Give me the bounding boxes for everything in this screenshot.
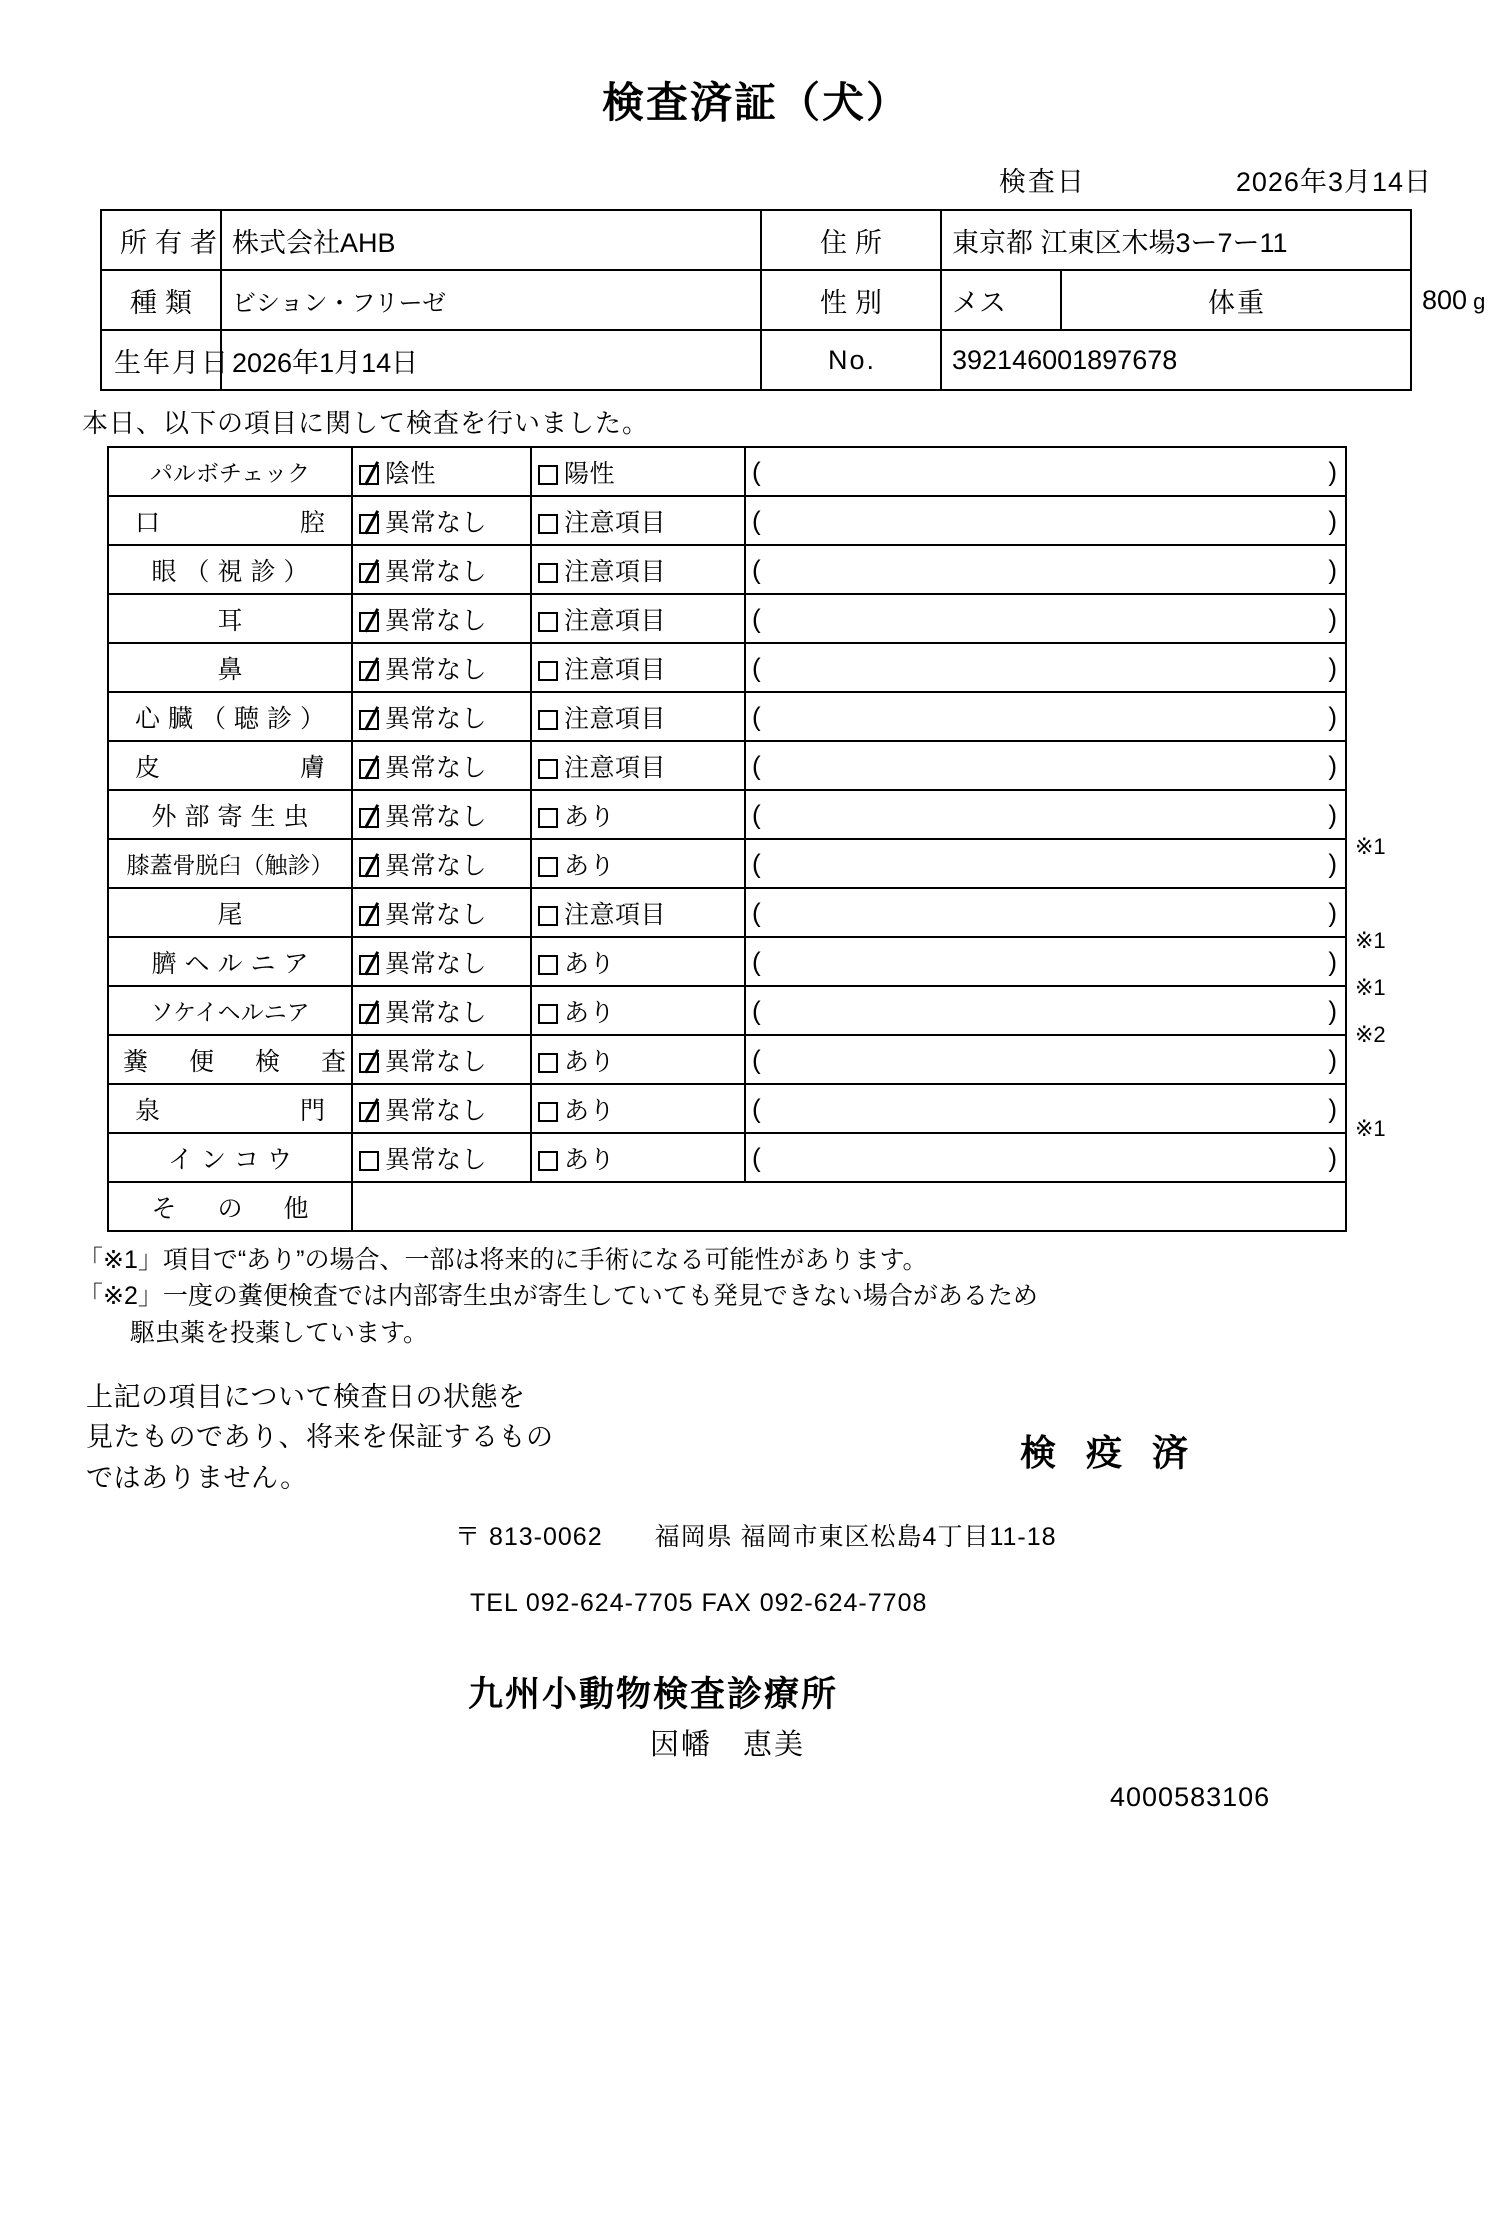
inspection-date-label: 検査日 [998,167,1086,197]
paren-close: ) [1328,603,1337,633]
checklist-option-a-label: 異常なし [385,802,488,831]
checklist-option-a-label: 異常なし [385,998,488,1027]
checkbox-icon[interactable] [538,612,558,632]
footnote-marker: ※2 [1355,1022,1386,1047]
checklist-item-label: ソケイヘルニア [108,986,352,1035]
table-row [108,839,1346,888]
page-title: 検査済証（犬） [601,79,910,126]
other-row-value[interactable] [352,1182,1346,1231]
checklist-remark-field[interactable] [745,937,1346,986]
checkbox-icon[interactable] [538,1053,558,1073]
paren-open: ( [752,701,761,731]
checklist-option-a[interactable] [352,1133,531,1182]
serial-number: 4000583106 [1110,1781,1271,1812]
checklist-item-label: 外部寄生虫 [108,790,352,839]
quarantine-stamp: 検 疫 済 [1020,1431,1199,1473]
checklist-remark-field[interactable] [745,692,1346,741]
checklist-remark-field[interactable] [745,839,1346,888]
checklist-option-b-label: あり [564,1096,616,1125]
checklist-option-a-label: 異常なし [385,949,488,978]
table-row [108,1133,1346,1182]
paren-close: ) [1328,1044,1337,1074]
checkbox-icon[interactable] [538,808,558,828]
paren-close: ) [1328,652,1337,682]
checklist-option-a[interactable] [352,741,531,790]
checklist-option-a-label: 異常なし [385,557,488,586]
checkbox-icon[interactable] [359,955,379,975]
checklist-option-b-label: あり [564,998,616,1027]
checkbox-icon[interactable] [359,465,379,485]
paren-open: ( [752,799,761,829]
checklist-option-a-label: 異常なし [385,1145,488,1174]
checklist-option-b[interactable] [531,692,745,741]
footnote-2: 「※2」一度の糞便検査では内部寄生虫が寄生していても発見できない場合があるため [78,1282,1038,1311]
footnotes [78,1242,1512,1351]
disclaimer-line-2: 見たものであり、将来を保証するもの [86,1422,554,1453]
table-row [108,986,1346,1035]
checkbox-icon[interactable] [538,1004,558,1024]
checklist-option-a-label: 陰性 [385,459,437,488]
checklist-option-b[interactable] [531,447,745,496]
checklist-option-b-label: あり [564,851,616,880]
checklist-item-label: 糞 便 検 査 [108,1035,352,1084]
checklist-option-b[interactable] [531,839,745,888]
checklist-wrapper [101,446,1411,1232]
checkbox-icon[interactable] [538,857,558,877]
bottom-block [0,1377,1512,1817]
checklist-option-a[interactable] [352,937,531,986]
checklist-option-b[interactable] [531,496,745,545]
checklist-option-b[interactable] [531,1035,745,1084]
checklist-item-label: 心臓（聴診） [108,692,352,741]
checklist-option-b-label: 陽性 [564,459,616,488]
checklist-option-a-label: 異常なし [385,1047,488,1076]
checklist-option-b-label: 注意項目 [564,508,667,537]
checklist-option-b[interactable] [531,594,745,643]
table-row [108,888,1346,937]
breed-label: 種類 [101,270,221,330]
checkbox-icon[interactable] [538,465,558,485]
checklist-option-b-label: あり [564,802,616,831]
footnote-1: 「※1」項目で“あり”の場合、一部は将来的に手術になる可能性があります。 [78,1246,928,1274]
checklist-option-a[interactable] [352,496,531,545]
table-row [108,643,1346,692]
table-row [108,790,1346,839]
checklist-remark-field[interactable] [745,790,1346,839]
disclaimer-line-3: ではありません。 [86,1462,308,1493]
paren-close: ) [1328,1142,1337,1172]
checklist-item-label: 膝蓋骨脱臼（触診） [108,839,352,888]
table-row [108,594,1346,643]
paren-close: ) [1328,554,1337,584]
checklist-remark-field[interactable] [745,1084,1346,1133]
owner-label: 所有者 [101,210,221,270]
birth-label: 生年月日 [101,330,221,390]
checkbox-icon[interactable] [359,1151,379,1171]
table-row [108,937,1346,986]
checkbox-icon[interactable] [538,759,558,779]
paren-close: ) [1328,897,1337,927]
checklist-option-a-label: 異常なし [385,704,488,733]
paren-close: ) [1328,1093,1337,1123]
paren-open: ( [752,1044,761,1074]
clinic-contact: TEL 092-624-7705 FAX 092-624-7708 [470,1588,928,1617]
table-row [108,447,1346,496]
other-row-label: そ の 他 [108,1182,352,1231]
checkbox-icon[interactable] [359,808,379,828]
footnote-marker: ※1 [1355,928,1386,953]
checklist-item-label: 眼（視診） [108,545,352,594]
checklist-option-a[interactable] [352,839,531,888]
checkbox-icon[interactable] [538,1151,558,1171]
paren-close: ) [1328,946,1337,976]
no-label: No. [761,330,941,390]
checkbox-icon[interactable] [359,612,379,632]
checklist-option-a-label: 異常なし [385,508,488,537]
checkbox-icon[interactable] [359,1053,379,1073]
checklist-option-b[interactable] [531,888,745,937]
checkbox-icon[interactable] [359,661,379,681]
footnote-marker: ※1 [1355,975,1386,1000]
checkbox-icon[interactable] [538,1102,558,1122]
checkbox-icon[interactable] [359,1004,379,1024]
paren-close: ) [1328,701,1337,731]
checkbox-icon[interactable] [359,1102,379,1122]
checklist-item-label: 口 腔 [108,496,352,545]
checklist-remark-field[interactable] [745,888,1346,937]
paren-close: ) [1328,848,1337,878]
checklist-option-b-label: 注意項目 [564,557,667,586]
checklist-option-a[interactable] [352,1084,531,1133]
disclaimer-line-1: 上記の項目について検査日の状態を [86,1381,526,1412]
checklist-option-b-label: 注意項目 [564,753,667,782]
checkbox-icon[interactable] [538,563,558,583]
inspection-date-value: 2026年3月14日 [1235,167,1432,197]
checklist-option-b-label: あり [564,1047,616,1076]
checklist-remark-field[interactable] [745,1133,1346,1182]
checkbox-icon[interactable] [538,514,558,534]
paren-open: ( [752,456,761,486]
checklist-option-b-label: 注意項目 [564,900,667,929]
checklist-option-b[interactable] [531,1084,745,1133]
checklist-option-a-label: 異常なし [385,851,488,880]
checklist-option-b[interactable] [531,545,745,594]
checklist-option-b-label: 注意項目 [564,704,667,733]
checklist-item-label: 尾 [108,888,352,937]
checkbox-icon[interactable] [359,710,379,730]
checklist-option-a-label: 異常なし [385,1096,488,1125]
paren-open: ( [752,554,761,584]
weight-label: 体重 [1061,270,1411,330]
checklist-option-a-label: 異常なし [385,753,488,782]
clinic-address: 〒 813-0062 福岡県 福岡市東区松島4丁目11-18 [455,1522,1057,1551]
checkbox-icon[interactable] [538,661,558,681]
checklist-remark-field[interactable] [745,986,1346,1035]
table-row [108,741,1346,790]
table-row [108,692,1346,741]
paren-close: ) [1328,995,1337,1025]
paren-close: ) [1328,456,1337,486]
checklist-remark-field[interactable] [745,643,1346,692]
table-row [101,330,1411,390]
checklist-option-a[interactable] [352,594,531,643]
intro-text: 本日、以下の項目に関して検査を行いました。 [82,408,650,438]
checklist-option-a[interactable] [352,1035,531,1084]
checklist-option-a[interactable] [352,986,531,1035]
table-row [108,1084,1346,1133]
paren-open: ( [752,1093,761,1123]
checkbox-icon[interactable] [538,906,558,926]
checklist-table [107,446,1347,1232]
checklist-item-label: 皮 膚 [108,741,352,790]
checklist-item-label: 臍ヘルニア [108,937,352,986]
checklist-option-a[interactable] [352,888,531,937]
checklist-option-b[interactable] [531,643,745,692]
checkbox-icon[interactable] [359,857,379,877]
paren-open: ( [752,848,761,878]
certificate-page [0,70,1512,2220]
checklist-option-a[interactable] [352,447,531,496]
checklist-option-a[interactable] [352,545,531,594]
address-value: 東京都 江東区木場3ー7ー11 [941,210,1411,270]
weight-value: 800 [1422,284,1468,315]
paren-open: ( [752,946,761,976]
table-row [108,545,1346,594]
paren-open: ( [752,897,761,927]
checklist-option-a[interactable] [352,790,531,839]
footnote-marker: ※1 [1355,1116,1386,1141]
footnote-marker: ※1 [1355,834,1386,859]
checklist-remark-field[interactable] [745,447,1346,496]
breed-value: ビション・フリーゼ [221,270,761,330]
checklist-remark-field[interactable] [745,496,1346,545]
paren-open: ( [752,505,761,535]
address-label: 住所 [761,210,941,270]
checklist-option-b[interactable] [531,986,745,1035]
checkbox-icon[interactable] [538,710,558,730]
table-row [101,270,1411,330]
checklist-item-label: 耳 [108,594,352,643]
checklist-item-label: パルボチェック [108,447,352,496]
checklist-option-b-label: あり [564,1145,616,1174]
table-row [108,1035,1346,1084]
table-row [101,210,1411,270]
paren-close: ) [1328,799,1337,829]
checklist-remark-field[interactable] [745,594,1346,643]
checklist-option-b[interactable] [531,790,745,839]
checklist-option-b[interactable] [531,1133,745,1182]
checklist-remark-field[interactable] [745,741,1346,790]
checkbox-icon[interactable] [359,906,379,926]
checklist-item-label: インコウ [108,1133,352,1182]
paren-open: ( [752,603,761,633]
checklist-item-label: 泉 門 [108,1084,352,1133]
table-row [108,1182,1346,1231]
disclaimer [86,1377,554,1499]
checklist-option-a-label: 異常なし [385,655,488,684]
checklist-option-b-label: 注意項目 [564,606,667,635]
inspector-name: 因幡 恵美 [650,1728,806,1761]
paren-open: ( [752,995,761,1025]
checklist-remark-field[interactable] [745,1035,1346,1084]
checklist-option-b-label: 注意項目 [564,655,667,684]
checklist-item-label: 鼻 [108,643,352,692]
sex-label: 性別 [761,270,941,330]
birth-value: 2026年1月14日 [221,330,761,390]
checkbox-icon[interactable] [359,563,379,583]
paren-open: ( [752,652,761,682]
checklist-option-b[interactable] [531,937,745,986]
checklist-option-b[interactable] [531,741,745,790]
checklist-option-a-label: 異常なし [385,900,488,929]
checkbox-icon[interactable] [359,514,379,534]
checklist-remark-field[interactable] [745,545,1346,594]
paren-close: ) [1328,750,1337,780]
sex-value: メス [941,270,1061,330]
checkbox-icon[interactable] [538,955,558,975]
checklist-option-a-label: 異常なし [385,606,488,635]
footnote-3: 駆虫薬を投薬しています。 [130,1318,429,1347]
owner-value: 株式会社AHB [221,210,761,270]
paren-close: ) [1328,505,1337,535]
table-row [108,496,1346,545]
no-value: 392146001897678 [941,330,1411,390]
paren-open: ( [752,750,761,780]
checkbox-icon[interactable] [359,759,379,779]
paren-open: ( [752,1142,761,1172]
checklist-option-a[interactable] [352,643,531,692]
checklist-option-b-label: あり [564,949,616,978]
weight-unit: g [1473,288,1486,314]
inspection-date-line [0,160,1432,199]
clinic-name: 九州小動物検査診療所 [468,1674,839,1714]
checklist-option-a[interactable] [352,692,531,741]
info-table [100,209,1486,391]
